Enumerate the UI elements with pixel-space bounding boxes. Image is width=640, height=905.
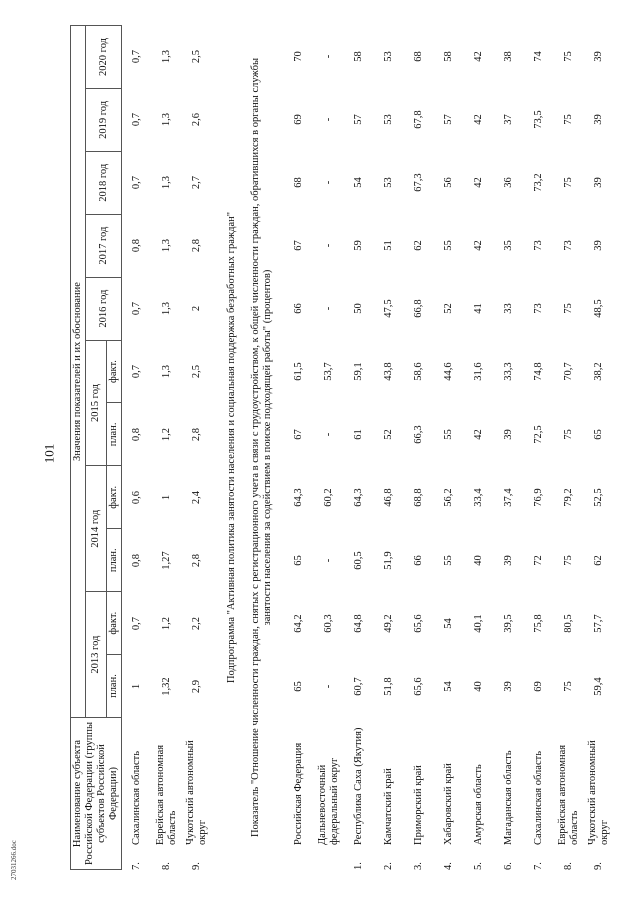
table-row: [182, 25, 212, 870]
row-number: 9.: [593, 862, 604, 870]
subject-name: Республика Саха (Якутия): [353, 727, 364, 845]
value-cell: 51,9: [383, 551, 394, 570]
table-body-bottom: [284, 25, 614, 870]
value-cell: 50: [353, 303, 364, 314]
row-number: 7.: [131, 862, 142, 870]
header-plan-2015: план.: [107, 403, 122, 466]
subject-name: Сахалинская область: [533, 751, 544, 845]
value-cell: 64,3: [353, 488, 364, 507]
value-cell: 0,7: [131, 301, 142, 316]
table-row: [494, 25, 524, 870]
value-cell: 75: [563, 51, 574, 62]
value-cell: 36: [503, 177, 514, 188]
value-cell: 69: [293, 114, 304, 125]
value-cell: 2,8: [191, 553, 202, 568]
row-number: 9.: [191, 862, 202, 870]
subject-name: Камчатский край: [383, 768, 394, 845]
value-cell: 39: [593, 240, 604, 251]
value-cell: 59,4: [593, 677, 604, 696]
value-cell: 60,5: [353, 551, 364, 570]
value-cell: 33,4: [473, 488, 484, 507]
value-cell: 66: [293, 303, 304, 314]
value-cell: 2,9: [191, 679, 202, 694]
subject-name: Российская Федерация: [293, 742, 304, 845]
header-year-2019: 2019 год: [86, 88, 122, 151]
value-cell: 0,7: [131, 49, 142, 64]
value-cell: 73,2: [533, 173, 544, 192]
subprogram-title: Подпрограмма "Активная политика занятости населения и социальная поддержка безработных граждан": [226, 211, 237, 684]
document-id: 27031266.doc: [10, 840, 18, 880]
value-cell: 47,5: [383, 299, 394, 318]
value-cell: 75,8: [533, 614, 544, 633]
value-cell: 40,1: [473, 614, 484, 633]
value-cell: 65: [593, 429, 604, 440]
value-cell: 73: [563, 240, 574, 251]
value-cell: 39,5: [503, 614, 514, 633]
value-cell: 2,2: [191, 616, 202, 631]
table-row: [554, 25, 584, 870]
value-cell: 61: [353, 429, 364, 440]
subject-name: Амурская область: [473, 764, 484, 845]
value-cell: 72,5: [533, 425, 544, 444]
value-cell: -: [323, 54, 334, 59]
value-cell: 1,2: [161, 616, 172, 631]
indicators-table: [70, 25, 122, 870]
value-cell: 76,9: [533, 488, 544, 507]
subject-name: Магаданская область: [503, 750, 514, 845]
table-row: [152, 25, 182, 870]
value-cell: 58,6: [413, 362, 424, 381]
table-header: [71, 26, 122, 870]
value-cell: 2: [191, 305, 202, 312]
value-cell: 0,6: [131, 490, 142, 505]
value-cell: 53: [383, 177, 394, 188]
subject-name: Еврейская автономная область: [155, 744, 178, 845]
value-cell: 75: [563, 303, 574, 314]
subject-name: Еврейская автономная область: [557, 744, 580, 845]
value-cell: 38,2: [593, 362, 604, 381]
value-cell: 35: [503, 240, 514, 251]
value-cell: 58: [353, 51, 364, 62]
value-cell: 1,2: [161, 427, 172, 442]
value-cell: 54: [353, 177, 364, 188]
subject-name: Дальневосточный федеральный округ: [317, 757, 340, 845]
header-year-2013: 2013 год: [86, 592, 107, 718]
value-cell: 38: [503, 51, 514, 62]
header-year-2018: 2018 год: [86, 151, 122, 214]
value-cell: 53: [383, 51, 394, 62]
header-fact-2015: факт.: [107, 340, 122, 403]
value-cell: 56,2: [443, 488, 454, 507]
value-cell: 53,7: [323, 362, 334, 381]
value-cell: 73: [533, 303, 544, 314]
value-cell: 1: [161, 494, 172, 501]
table-row: [584, 25, 614, 870]
value-cell: 39: [593, 177, 604, 188]
value-cell: 2,5: [191, 49, 202, 64]
table-row: [344, 25, 374, 870]
table-row: [284, 25, 314, 870]
value-cell: 31,6: [473, 362, 484, 381]
header-year-2016: 2016 год: [86, 277, 122, 340]
value-cell: 56: [443, 177, 454, 188]
value-cell: 70,7: [563, 362, 574, 381]
header-fact-2013: факт.: [107, 592, 122, 655]
value-cell: 64,3: [293, 488, 304, 507]
table-row: [434, 25, 464, 870]
value-cell: -: [323, 117, 334, 122]
value-cell: 55: [443, 240, 454, 251]
value-cell: 67: [293, 240, 304, 251]
row-number: 3.: [413, 862, 424, 870]
value-cell: 0,7: [131, 616, 142, 631]
row-number: [314, 848, 344, 870]
value-cell: 75: [563, 177, 574, 188]
row-number: 4.: [443, 862, 454, 870]
value-cell: 75: [563, 429, 574, 440]
value-cell: 39: [593, 51, 604, 62]
value-cell: 39: [503, 429, 514, 440]
value-cell: 74: [533, 51, 544, 62]
table-row: [404, 25, 434, 870]
value-cell: 0,8: [131, 553, 142, 568]
value-cell: 68: [413, 51, 424, 62]
subject-name: Сахалинская область: [131, 751, 142, 845]
subject-name: Хабаровский край: [443, 763, 454, 845]
value-cell: 42: [473, 429, 484, 440]
value-cell: 80,5: [563, 614, 574, 633]
value-cell: 54: [443, 618, 454, 629]
value-cell: 33,3: [503, 362, 514, 381]
value-cell: -: [323, 558, 334, 563]
value-cell: -: [323, 306, 334, 311]
value-cell: 0,7: [131, 175, 142, 190]
value-cell: 59,1: [353, 362, 364, 381]
value-cell: 66,8: [413, 299, 424, 318]
row-number: 2.: [383, 862, 394, 870]
header-subject-name: Наименование субъекта Российской Федерации (группы субъектов Российской Федерации): [71, 717, 122, 869]
value-cell: 1,3: [161, 112, 172, 127]
value-cell: 57: [353, 114, 364, 125]
value-cell: 37,4: [503, 488, 514, 507]
value-cell: 67,8: [413, 110, 424, 129]
value-cell: 0,8: [131, 427, 142, 442]
rotated-page-content: [70, 25, 625, 870]
value-cell: 62: [413, 240, 424, 251]
row-number: 6.: [503, 862, 514, 870]
value-cell: 51: [383, 240, 394, 251]
indicators-table-body: [122, 25, 614, 870]
value-cell: 2,5: [191, 364, 202, 379]
subject-name: Чукотский автономный округ: [587, 740, 610, 845]
value-cell: 2,6: [191, 112, 202, 127]
value-cell: 1: [131, 683, 142, 690]
value-cell: -: [323, 684, 334, 689]
value-cell: 51,8: [383, 677, 394, 696]
value-cell: 60,3: [323, 614, 334, 633]
value-cell: 0,7: [131, 112, 142, 127]
value-cell: 41: [473, 303, 484, 314]
value-cell: 74,8: [533, 362, 544, 381]
value-cell: 57: [443, 114, 454, 125]
table-row: [122, 25, 152, 870]
value-cell: 1,3: [161, 175, 172, 190]
value-cell: 42: [473, 177, 484, 188]
row-number: 1.: [353, 862, 364, 870]
value-cell: 55: [443, 429, 454, 440]
value-cell: 64,8: [353, 614, 364, 633]
subprogram-section: [212, 25, 284, 870]
value-cell: 57,7: [593, 614, 604, 633]
table-row: [374, 25, 404, 870]
value-cell: 72: [533, 555, 544, 566]
value-cell: 68,8: [413, 488, 424, 507]
value-cell: 40: [473, 555, 484, 566]
value-cell: -: [323, 180, 334, 185]
row-number: 8.: [161, 862, 172, 870]
table-row: [524, 25, 554, 870]
value-cell: 60,7: [353, 677, 364, 696]
value-cell: 1,3: [161, 301, 172, 316]
value-cell: 2,4: [191, 490, 202, 505]
row-number: 7.: [533, 862, 544, 870]
value-cell: 1,3: [161, 364, 172, 379]
value-cell: 61,5: [293, 362, 304, 381]
value-cell: 65: [293, 681, 304, 692]
value-cell: 73: [533, 240, 544, 251]
value-cell: 52: [383, 429, 394, 440]
value-cell: 79,2: [563, 488, 574, 507]
value-cell: 44,6: [443, 362, 454, 381]
row-number: 5.: [473, 862, 484, 870]
table-body-top: [122, 25, 212, 870]
header-year-2020: 2020 год: [86, 26, 122, 89]
value-cell: 68: [293, 177, 304, 188]
value-cell: 65: [293, 555, 304, 566]
value-cell: 0,7: [131, 364, 142, 379]
value-cell: 37: [503, 114, 514, 125]
value-cell: 39: [593, 114, 604, 125]
header-plan-2013: план.: [107, 655, 122, 718]
value-cell: 75: [563, 114, 574, 125]
value-cell: 2,8: [191, 238, 202, 253]
value-cell: 54: [443, 681, 454, 692]
value-cell: 42: [473, 51, 484, 62]
value-cell: -: [323, 243, 334, 248]
value-cell: 67: [293, 429, 304, 440]
value-cell: 67,3: [413, 173, 424, 192]
value-cell: 39: [503, 681, 514, 692]
page-number: 101: [41, 443, 57, 464]
indicator-title: Показатель "Отношение численности граждан, снятых с регистрационного учета в связи с трудоустройством, к общей численности граждан, обратившихся в органы службы занятости населения за содействием в поиске подходящей работы" (процентов): [250, 57, 273, 838]
value-cell: 53: [383, 114, 394, 125]
value-cell: 65,6: [413, 614, 424, 633]
value-cell: 39: [503, 555, 514, 566]
subject-name: Чукотский автономный округ: [185, 740, 208, 845]
header-year-2017: 2017 год: [86, 214, 122, 277]
value-cell: 49,2: [383, 614, 394, 633]
value-cell: 62: [593, 555, 604, 566]
value-cell: 59: [353, 240, 364, 251]
value-cell: 42: [473, 114, 484, 125]
value-cell: 64,2: [293, 614, 304, 633]
value-cell: 52,5: [593, 488, 604, 507]
value-cell: 1,3: [161, 49, 172, 64]
value-cell: 66: [413, 555, 424, 566]
value-cell: 75: [563, 681, 574, 692]
row-number: [284, 848, 314, 870]
value-cell: -: [323, 432, 334, 437]
header-values-title: Значения показателей и их обоснование: [71, 26, 86, 718]
value-cell: 1,32: [161, 677, 172, 696]
value-cell: 1,27: [161, 551, 172, 570]
subject-name: Приморский край: [413, 765, 424, 845]
value-cell: 58: [443, 51, 454, 62]
value-cell: 33: [503, 303, 514, 314]
value-cell: 60,2: [323, 488, 334, 507]
row-number: 8.: [563, 862, 574, 870]
value-cell: 52: [443, 303, 454, 314]
value-cell: 73,5: [533, 110, 544, 129]
table-row: [314, 25, 344, 870]
value-cell: 65,6: [413, 677, 424, 696]
value-cell: 2,8: [191, 427, 202, 442]
value-cell: 75: [563, 555, 574, 566]
table-row: [464, 25, 494, 870]
value-cell: 48,5: [593, 299, 604, 318]
value-cell: 42: [473, 240, 484, 251]
value-cell: 40: [473, 681, 484, 692]
header-year-2015: 2015 год: [86, 340, 107, 466]
value-cell: 2,7: [191, 175, 202, 190]
value-cell: 43,8: [383, 362, 394, 381]
header-plan-2014: план.: [107, 529, 122, 592]
header-year-2014: 2014 год: [86, 466, 107, 592]
header-fact-2014: факт.: [107, 466, 122, 529]
value-cell: 0,8: [131, 238, 142, 253]
value-cell: 69: [533, 681, 544, 692]
value-cell: 1,3: [161, 238, 172, 253]
value-cell: 66,3: [413, 425, 424, 444]
value-cell: 55: [443, 555, 454, 566]
value-cell: 46,8: [383, 488, 394, 507]
value-cell: 70: [293, 51, 304, 62]
